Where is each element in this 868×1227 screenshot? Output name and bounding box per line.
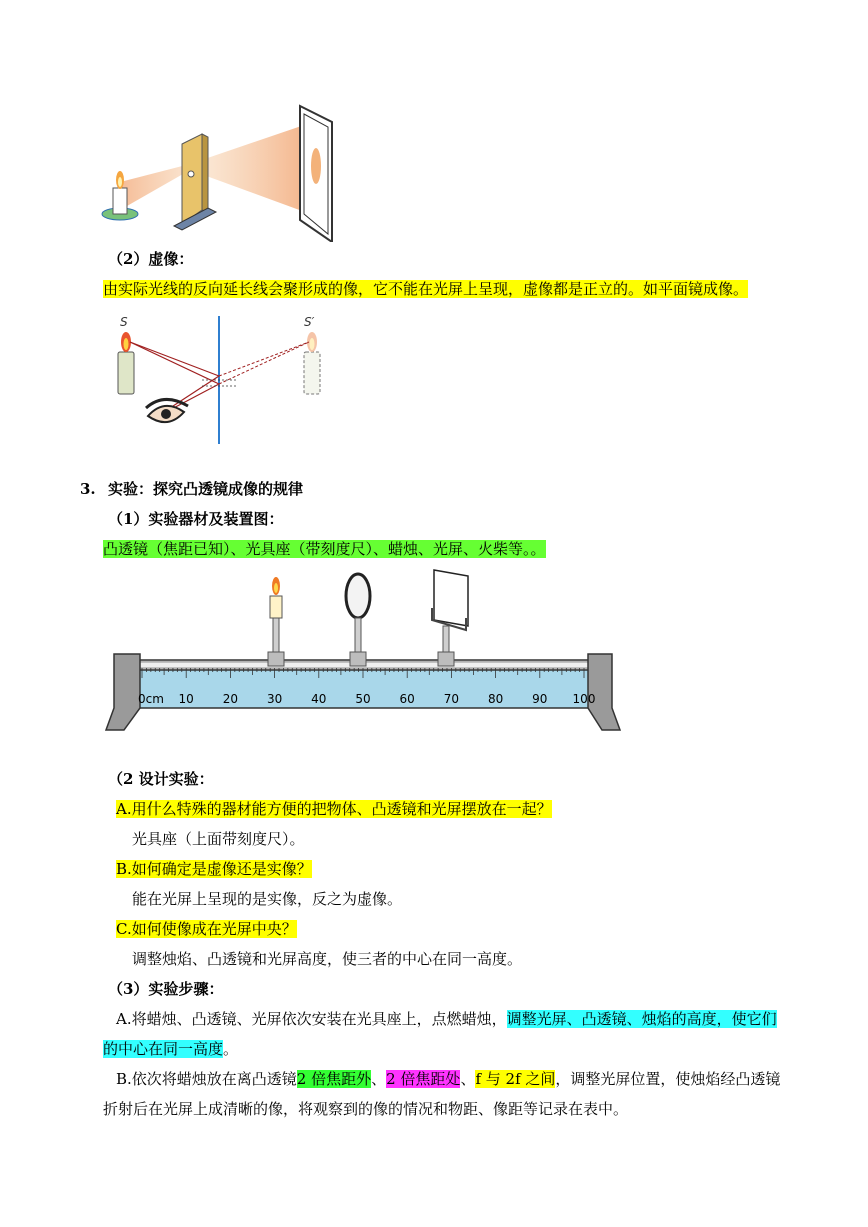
label-s-prime: S′ — [304, 315, 315, 329]
section-3-title: 实验：探究凸透镜成像的规律 — [108, 480, 304, 498]
step-a-highlight-1: 调整光屏、凸透镜、烛焰的高度，使它们 — [506, 1010, 777, 1028]
ruler-label: 70 — [443, 692, 460, 706]
question-b — [116, 858, 312, 880]
candle — [270, 596, 282, 618]
step-b-line-1 — [116, 1068, 780, 1090]
equipment-list — [103, 538, 546, 560]
pinhole — [188, 171, 194, 177]
step-a-line-1 — [116, 1008, 777, 1030]
answer-a: 光具座（上面带刻度尺）。 — [132, 830, 305, 848]
step-b-highlight-outside-2f: 2 倍焦距外 — [296, 1070, 372, 1088]
step-a-highlight-2: 的中心在同一高度 — [103, 1040, 224, 1058]
virtual-candle — [304, 352, 320, 394]
section-3-number: 3. — [80, 480, 96, 498]
design-heading: （2 设计实验： — [108, 770, 214, 788]
step-b-sep-2: 、 — [460, 1070, 476, 1088]
step-a-text: A.将蜡烛、凸透镜、光屏依次安装在光具座上，点燃蜡烛， — [116, 1010, 507, 1028]
ruler-label: 100 — [572, 692, 596, 706]
screen-image — [311, 148, 321, 184]
equipment-heading: （1）实验器材及装置图： — [108, 510, 284, 528]
question-c — [116, 918, 297, 940]
ruler-label: 60 — [399, 692, 415, 706]
step-b-text-1: B.依次将蜡烛放在离凸透镜 — [116, 1070, 297, 1088]
convex-lens — [346, 574, 370, 618]
question-a — [116, 798, 552, 820]
step-b-highlight-at-2f: 2 倍焦距处 — [386, 1070, 461, 1088]
step-b-sep-1: 、 — [371, 1070, 387, 1088]
ruler-label: 40 — [311, 692, 327, 706]
answer-c: 调整烛焰、凸透镜和光屏高度，使三者的中心在同一高度。 — [132, 950, 523, 968]
pinhole-imaging-figure — [98, 100, 338, 242]
ruler-label: 80 — [487, 692, 504, 706]
question-b-text: B.如何确定是虚像还是实像？ — [116, 860, 312, 878]
ruler-label: 90 — [532, 692, 548, 706]
answer-b: 能在光屏上呈现的是实像，反之为虚像。 — [132, 890, 403, 908]
label-s: S — [120, 315, 128, 329]
virtual-image-definition-text: 由实际光线的反向延长线会聚形成的像，它不能在光屏上呈现，虚像都是正立的。如平面镜成像。 — [103, 280, 749, 298]
ruler-label: 20 — [222, 692, 239, 706]
step-b-highlight-between-f-2f: f 与 2f 之间 — [475, 1070, 556, 1088]
virtual-image-heading: （2）虚像： — [108, 250, 194, 268]
optical-bench-figure — [102, 568, 626, 736]
question-c-text: C.如何使像成在光屏中央？ — [116, 920, 297, 938]
step-b-text-2: ，调整光屏位置，使烛焰经凸透镜 — [555, 1070, 781, 1088]
real-candle — [118, 352, 134, 394]
ruler-label: 30 — [266, 692, 283, 706]
ruler-label: 50 — [355, 692, 371, 706]
plane-mirror-figure — [104, 312, 344, 444]
light-screen — [434, 570, 468, 626]
ruler-label: 0cm — [138, 692, 164, 706]
step-b-line-2: 折射后在光屏上成清晰的像，将观察到的像的情况和物距、像距等记录在表中。 — [103, 1100, 629, 1118]
bench-left-end — [106, 654, 140, 730]
virtual-image-definition — [103, 278, 748, 300]
step-a-end: 。 — [223, 1040, 239, 1058]
pinhole-plate — [182, 134, 202, 224]
steps-heading: （3）实验步骤： — [108, 980, 224, 998]
question-a-text: A.用什么特殊的器材能方便的把物体、凸透镜和光屏摆放在一起？ — [116, 800, 552, 818]
candle — [113, 188, 127, 214]
equipment-list-text: 凸透镜（焦距已知）、光具座（带刻度尺）、蜡烛、光屏、火柴等。。 — [103, 540, 546, 558]
ruler-label: 10 — [178, 692, 194, 706]
step-a-line-2 — [103, 1038, 238, 1060]
